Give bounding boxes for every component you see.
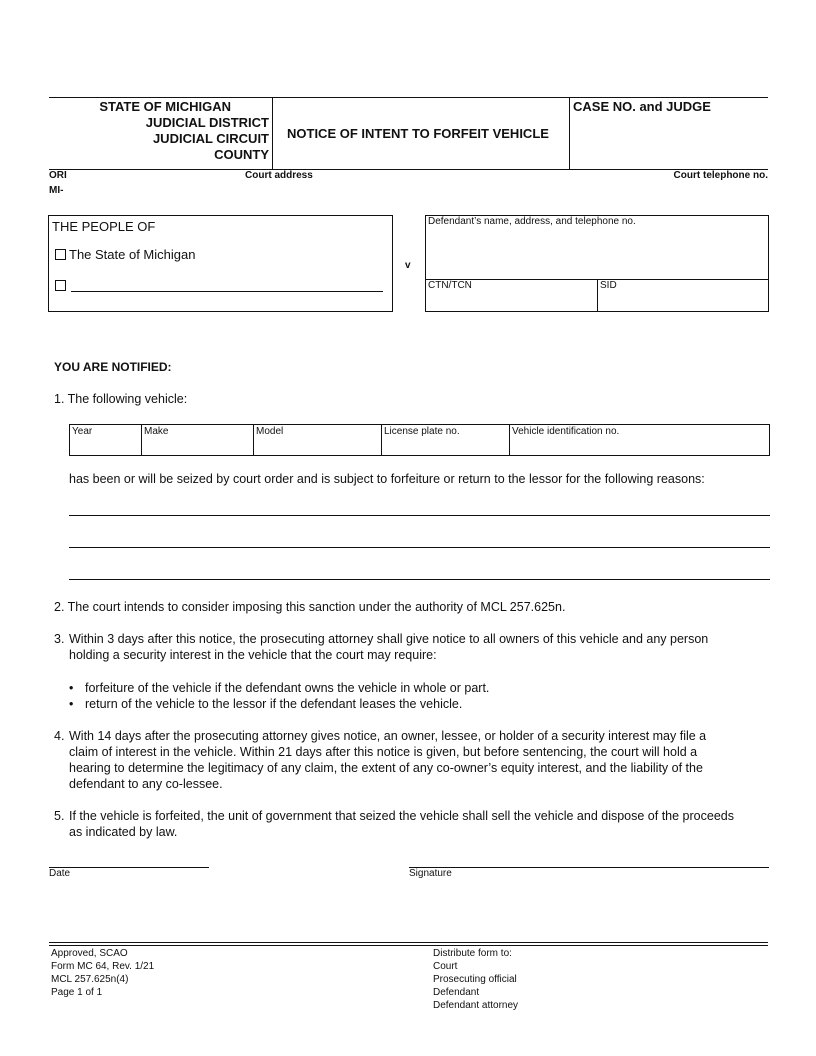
vehicle-col-model[interactable]: Model (253, 425, 381, 455)
county: COUNTY (214, 147, 269, 162)
vehicle-col-make[interactable]: Make (141, 425, 253, 455)
distribute-court: Court (433, 961, 458, 972)
footer-rule-1 (49, 942, 768, 943)
item-4-line-3: hearing to determine the legitimacy of any claim, the extent of any co-owner’s equity interest, and the liability of the (69, 761, 703, 775)
other-plaintiff-option[interactable] (55, 278, 69, 293)
plaintiff-box (48, 215, 393, 312)
court-telephone-label: Court telephone no. (673, 170, 768, 181)
judicial-district: JUDICIAL DISTRICT (145, 115, 269, 130)
item-4-line-2: claim of interest in the vehicle. Within 21 days after this notice is given, but before sentencing, the court will hold a (69, 745, 698, 759)
header-divider-left (272, 97, 273, 169)
ctn-sid-divider (597, 279, 598, 311)
form-number: Form MC 64, Rev. 1/21 (51, 961, 155, 972)
state-option-label: The State of Michigan (69, 247, 196, 262)
item-5 (54, 808, 734, 840)
bullet-list (69, 680, 489, 712)
date-field[interactable] (49, 867, 209, 868)
item-1: 1. The following vehicle: (54, 392, 188, 406)
footer-rule-2 (49, 945, 768, 946)
bullet-icon: • (69, 681, 74, 695)
distribute-defendant-attorney: Defendant attorney (433, 1000, 519, 1011)
bullet-icon: • (69, 697, 74, 711)
item-5-line-2: as indicated by law. (69, 825, 178, 839)
bullet-1: forfeiture of the vehicle if the defendant owns the vehicle in whole or part. (85, 681, 490, 695)
form-title: NOTICE OF INTENT TO FORFEIT VEHICLE (287, 126, 549, 141)
signature-field[interactable] (409, 867, 769, 868)
seized-text: has been or will be seized by court order and is subject to forfeiture or return to the lessor for the following reasons: (69, 472, 705, 486)
court-address-label: Court address (245, 170, 313, 181)
reason-line-2[interactable] (69, 547, 770, 548)
checkbox-icon[interactable] (55, 280, 66, 291)
item-2: 2. The court intends to consider imposing this sanction under the authority of MCL 257.625n. (54, 600, 566, 614)
vehicle-col-vin[interactable]: Vehicle identification no. (509, 425, 769, 455)
defendant-box[interactable] (425, 215, 769, 312)
notified-heading: YOU ARE NOTIFIED: (54, 360, 172, 374)
header-top-rule (49, 97, 768, 98)
case-no-judge-label[interactable]: CASE NO. and JUDGE (573, 99, 711, 114)
ctn-label: CTN/TCN (428, 280, 472, 291)
item-3-line-1: Within 3 days after this notice, the prosecuting attorney shall give notice to all owners of this vehicle and any person (69, 632, 709, 646)
vehicle-col-year[interactable]: Year (72, 426, 93, 437)
reason-line-3[interactable] (69, 579, 770, 580)
sid-label: SID (600, 280, 617, 291)
state-of-michigan-option[interactable] (55, 247, 195, 262)
date-label: Date (49, 868, 71, 879)
distribute-label: Distribute form to: (433, 948, 512, 959)
item-4-line-4: defendant to any co-lessee. (69, 777, 223, 791)
distribute-defendant: Defendant (433, 987, 480, 998)
item-3 (54, 631, 708, 663)
mcl-reference: MCL 257.625n(4) (51, 974, 129, 985)
signature-label: Signature (409, 868, 452, 879)
ori-value[interactable]: MI- (49, 185, 64, 196)
distribute-prosecutor: Prosecuting official (433, 974, 517, 985)
item-3-line-2: holding a security interest in the vehicle that the court may require: (69, 648, 437, 662)
footer-right (433, 947, 518, 1012)
vehicle-col-plate[interactable]: License plate no. (381, 425, 509, 455)
item-5-line-1: If the vehicle is forfeited, the unit of government that seized the vehicle shall sell the vehicle and dispose of the proceeds (69, 809, 734, 823)
ori-label: ORI (49, 170, 67, 181)
approved-label: Approved, SCAO (51, 948, 128, 959)
item-4-number: 4. (54, 729, 65, 743)
item-3-number: 3. (54, 632, 65, 646)
item-5-number: 5. (54, 809, 65, 823)
item-4 (54, 728, 706, 792)
vehicle-table (69, 424, 770, 456)
bullet-2: return of the vehicle to the lessor if the defendant leases the vehicle. (85, 697, 463, 711)
reason-line-1[interactable] (69, 515, 770, 516)
state-of-michigan: STATE OF MICHIGAN (99, 99, 231, 114)
footer-left (51, 947, 154, 999)
judicial-circuit: JUDICIAL CIRCUIT (152, 131, 269, 146)
checkbox-icon[interactable] (55, 249, 66, 260)
defendant-label: Defendant’s name, address, and telephone no. (428, 216, 636, 227)
other-plaintiff-field[interactable] (71, 291, 383, 292)
page-number: Page 1 of 1 (51, 987, 103, 998)
header-divider-right (569, 97, 570, 169)
people-of-label: THE PEOPLE OF (52, 219, 156, 234)
versus-label: v (405, 260, 411, 271)
item-4-line-1: With 14 days after the prosecuting attorney gives notice, an owner, lessee, or holder of a security interest may file a (69, 729, 707, 743)
